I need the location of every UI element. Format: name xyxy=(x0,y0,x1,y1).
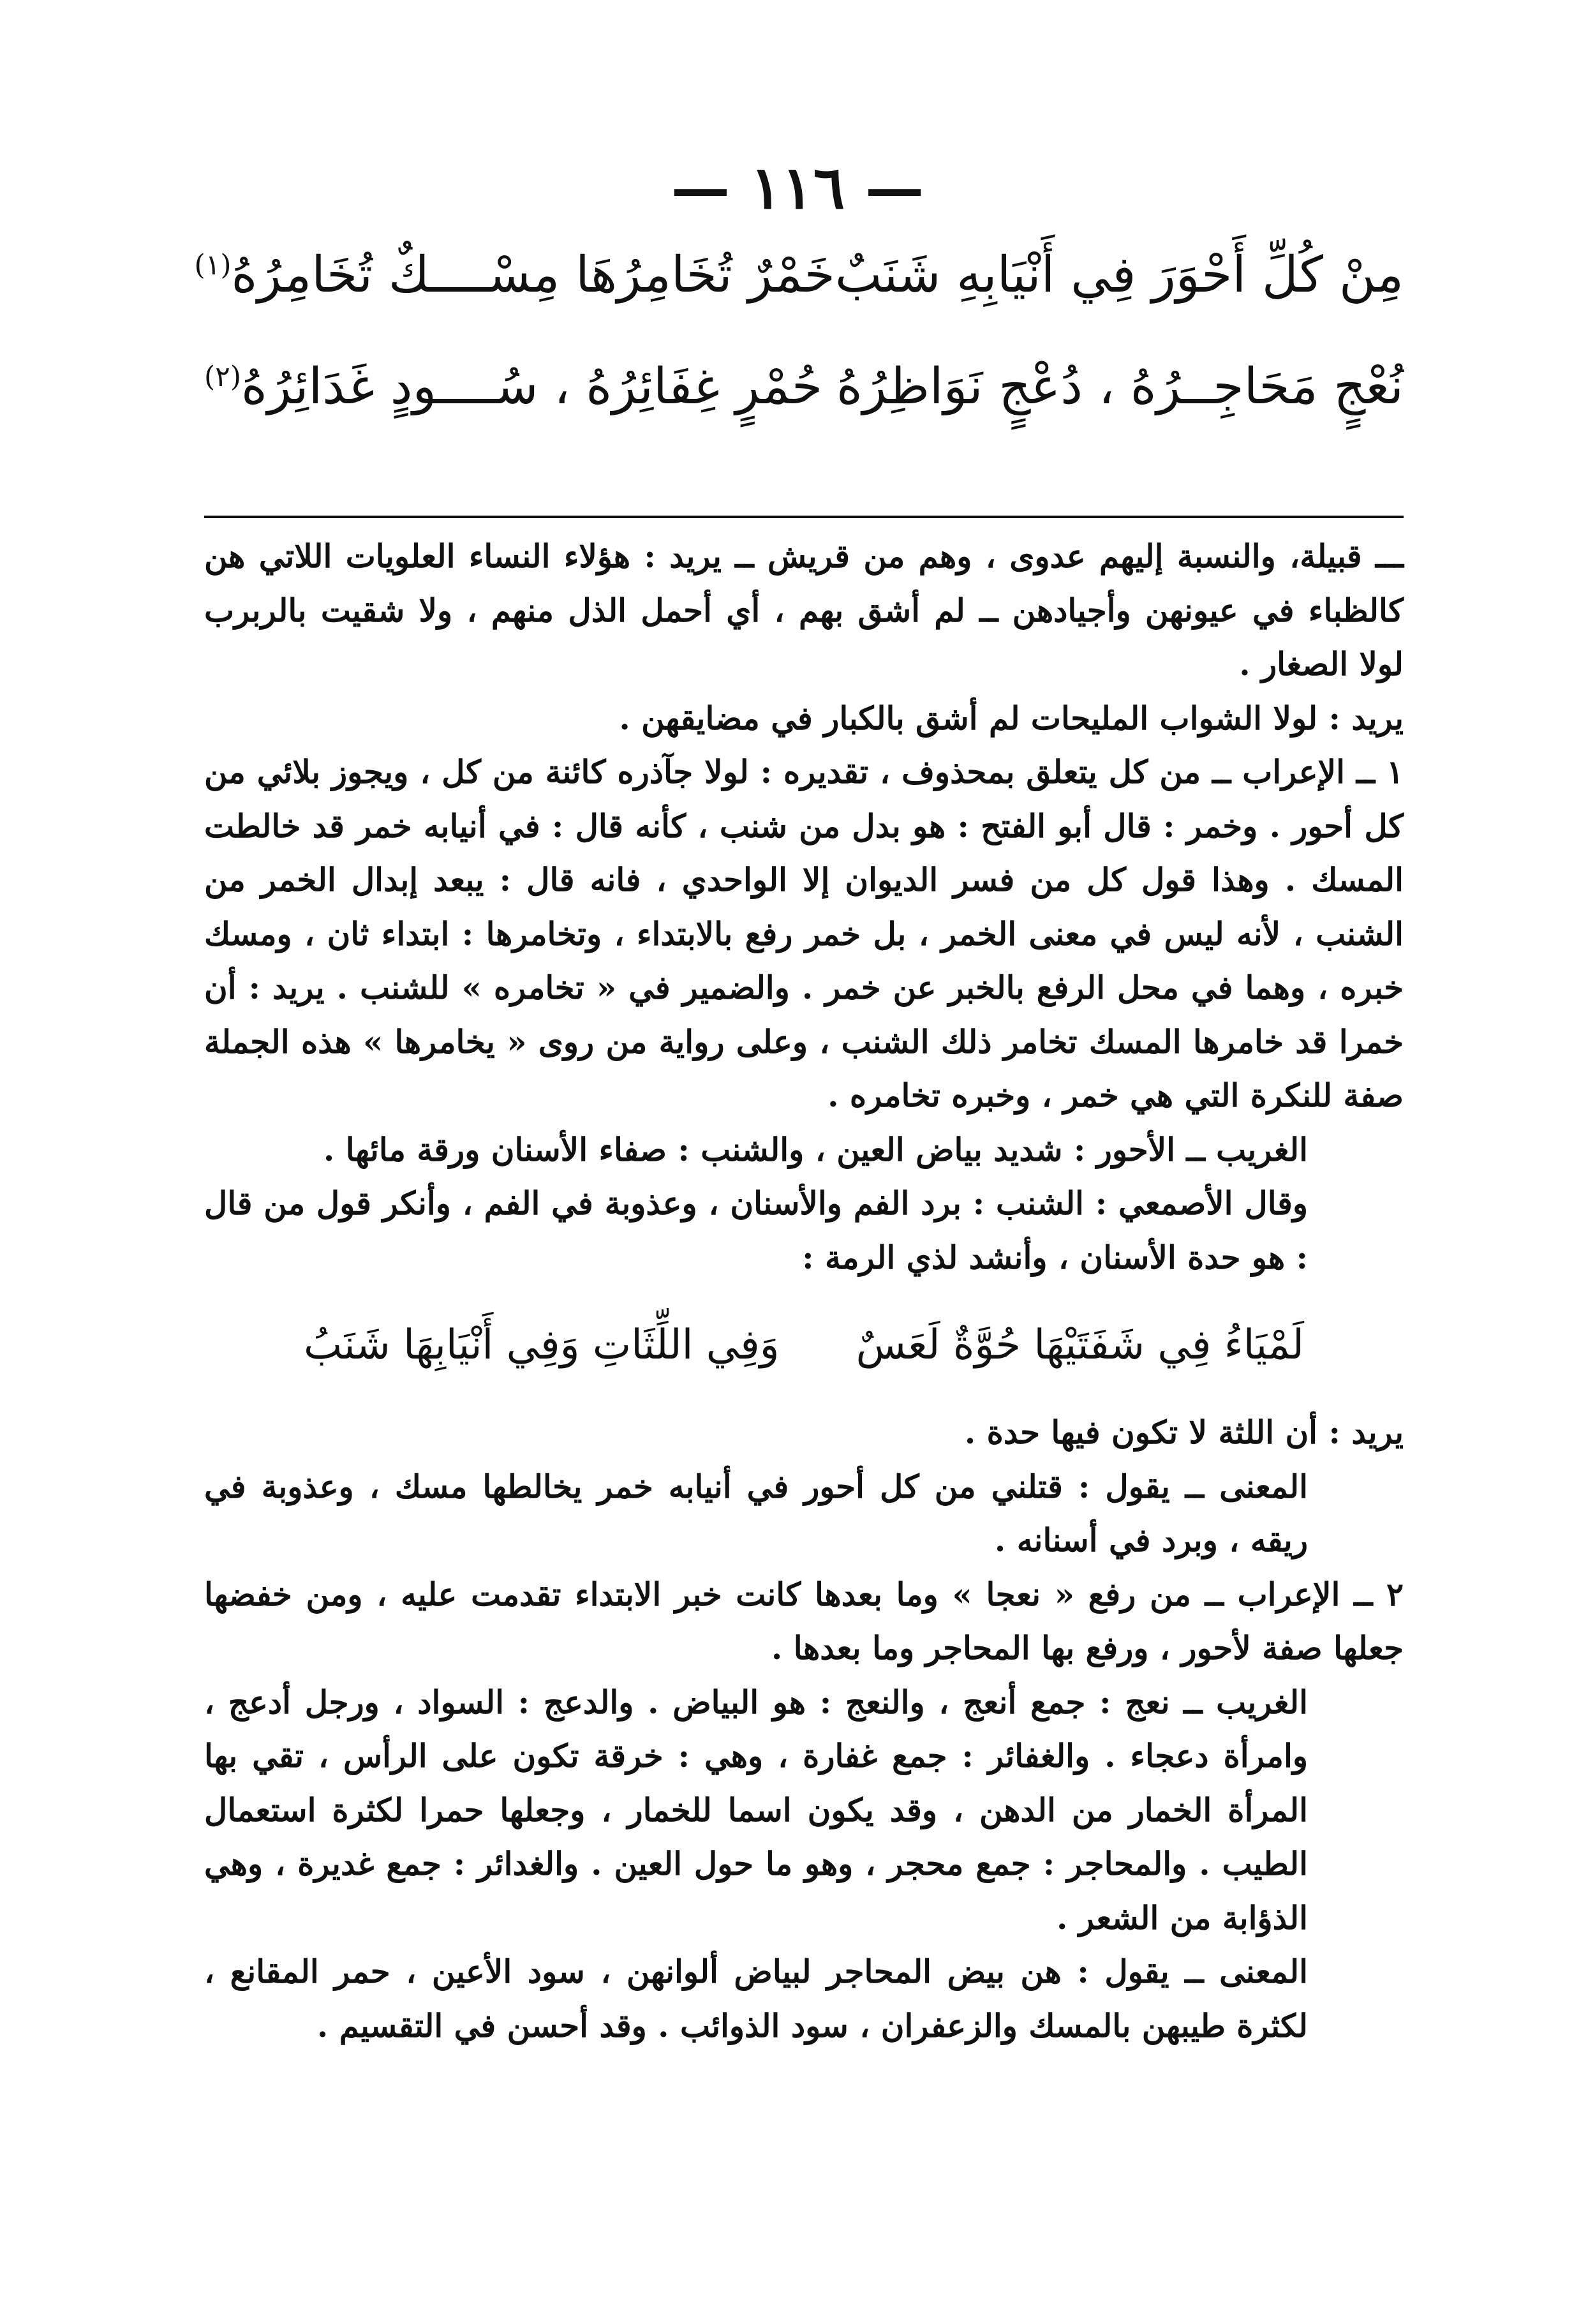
verse-1-second-hemistich xyxy=(195,246,835,306)
note-2-mana: المعنى ــ يقول : هن بيض المحاجر لبياض ألوانهن ، سود الأعين ، حمر المقانع ، لكثرة طيبهن بالمسك والزعفران ، سود الذوائب . وقد أحسن في التقسيم . xyxy=(204,1953,1308,2045)
note-1-gharib: الغريب ــ الأحور : شديد بياض العين ، والشنب : صفاء الأسنان ورقة مائها . xyxy=(323,1130,1308,1168)
footnote-marker-1: (١) xyxy=(194,249,232,281)
quoted-verse-second-hemistich: وَفِي اللِّثَاتِ وَفِي أَنْيَابِهَا شَنَبُ xyxy=(303,1322,780,1369)
poem-verse-2 xyxy=(204,357,1404,417)
commentary-intro-1: ـــ قبيلة، والنسبة إليهم عدوى ، وهم من قريش ــ يريد : هؤلاء النساء العلويات اللاتي هن كالظباء في عيونهن وأجيادهن ــ لم أشق بهم ، أي أحمل الذل منهم ، ولا شقيت بالربرب لولا الصغار . xyxy=(204,537,1404,683)
verse-2-second-hemistich xyxy=(204,357,822,417)
verse-1-second-text: خَمْرٌ تُخَامِرُهَا مِسْــــكٌ تُخَامِرُهُ xyxy=(231,246,835,304)
page-number: — ١١٦ — xyxy=(671,153,924,222)
note-1-irab: ١ ــ الإعراب ــ من كل يتعلق بمحذوف ، تقديره : لولا جآذره كائنة من كل ، ويجوز بلائي من كل أحور . وخمر : قال أبو الفتح : هو بدل من شنب ، كأنه قال : في أنيابه خمر قد خالطت المسك . وهذا قول كل من فسر الديوان إلا الواحدي ، فانه قال : يبعد إبدال الخمر من الشنب ، لأنه ليس في معنى الخمر ، بل خمر رفع بالابتداء ، وتخامرها : ابتداء ثان ، ومسك خبره ، وهما في محل الرفع بالخبر عن خمر . والضمير في « تخامره » للشنب . يريد : أن خمرا قد خامرها المسك تخامر ذلك الشنب ، وعلى رواية من روى « يخامرها » هذه الجملة صفة للنكرة التي هي خمر ، وخبره تخامره . xyxy=(204,753,1404,1114)
commentary-body xyxy=(204,530,1404,2053)
note-2-gharib: الغريب ــ نعج : جمع أنعج ، والنعج : هو البياض . والدعج : السواد ، ورجل أدعج ، وامرأة دعجاء . والغفائر : جمع غفارة ، وهي : خرقة تكون على الرأس ، تقي بها المرأة الخمار من الدهن ، وقد يكون اسما للخمار ، وجعلها حمرا لكثرة استعمال الطيب . والمحاجر : جمع محجر ، وهو ما حول العين . والغدائر : جمع غديرة ، وهي الذؤابة من الشعر . xyxy=(204,1683,1308,1937)
separator-rule xyxy=(204,516,1404,518)
commentary-intro-2: يريد : لولا الشواب المليحات لم أشق بالكبار في مضايقهن . xyxy=(619,699,1404,737)
footnote-marker-2: (٢) xyxy=(204,361,241,393)
note-1-asmai: وقال الأصمعي : الشنب : برد الفم والأسنان ، وعذوبة في الفم ، وأنكر قول من قال : هو حدة الأسنان ، وأنشد لذي الرمة : xyxy=(204,1184,1308,1276)
note-1-yurid: يريد : أن اللثة لا تكون فيها حدة . xyxy=(964,1413,1404,1451)
poem-verse-1 xyxy=(194,246,1404,306)
quoted-verse-dhu-al-rumma xyxy=(204,1285,1404,1406)
verse-2-second-text: حُمْرٍ غِفَائِرُهُ ، سُــــودٍ غَدَائِرُهُ xyxy=(241,358,823,415)
verse-1-first-hemistich: مِنْ كُلِّ أَحْوَرَ فِي أَنْيَابِهِ شَنَبٌ xyxy=(835,246,1404,304)
verse-2-first-hemistich: نُعْجٍ مَحَاجِــرُهُ ، دُعْجٍ نَوَاظِرُهُ xyxy=(836,358,1404,415)
note-1-mana: المعنى ــ يقول : قتلني من كل أحور في أنيابه خمر يخالطها مسك ، وعذوبة في ريقه ، وبرد في أسنانه . xyxy=(204,1467,1308,1559)
note-2-irab: ٢ ــ الإعراب ــ من رفع « نعجا » وما بعدها كانت خبر الابتداء تقدمت عليه ، ومن خفضها جعلها صفة لأحور ، ورفع بها المحاجر وما بعدها . xyxy=(204,1575,1404,1667)
quoted-verse-first-hemistich: لَمْيَاءُ فِي شَفَتَيْهَا حُوَّةٌ لَعَسٌ xyxy=(856,1322,1305,1369)
